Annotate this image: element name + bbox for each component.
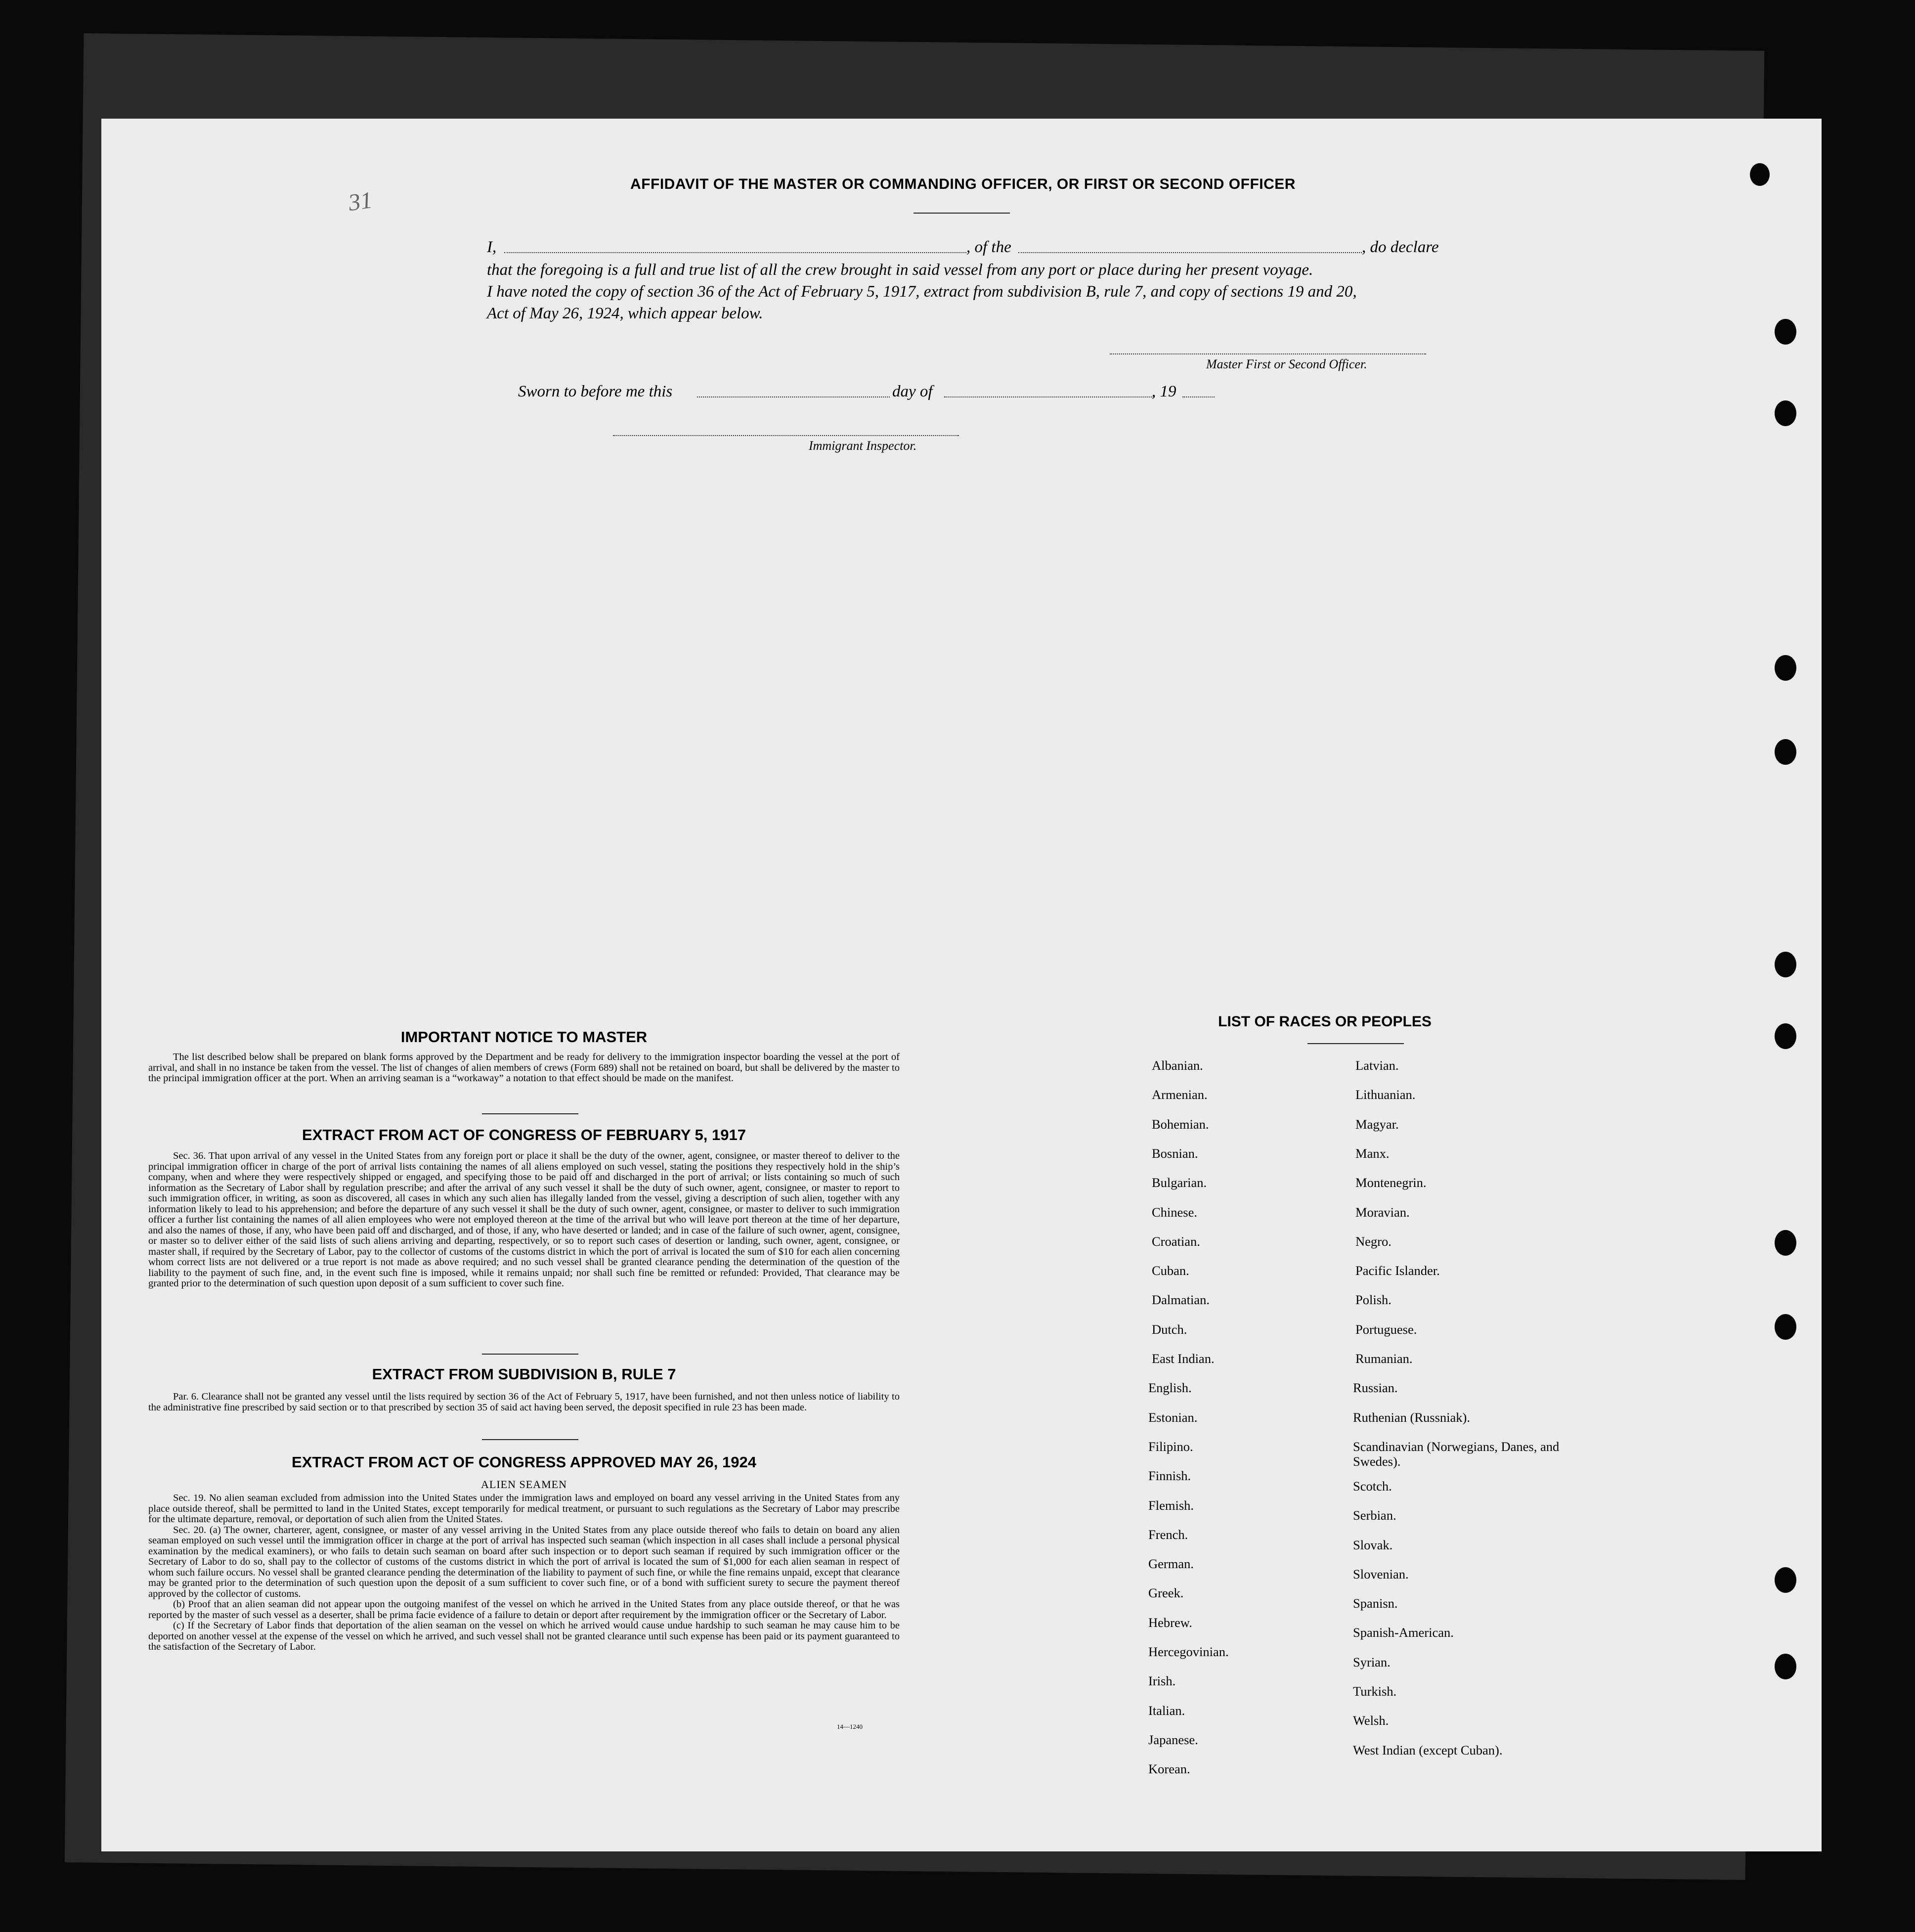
race-item: Spanish-American. bbox=[1353, 1625, 1454, 1640]
notice-paragraph: The list described below shall be prepared on blank forms approved by the Department and be ready for delivery to the immigration inspector boarding the vessel at the port of arrival, and shall in no instance be taken from the vessel. The list of changes of alien members of crews (Form 689) shall not be retained on board, but shall be delivered by the master to the principal immigration officer at the port. When an arriving seaman is a “workaway” a notation to that effect should be made on the manifest. bbox=[148, 1052, 900, 1084]
inspector-caption: Immigrant Inspector. bbox=[809, 439, 917, 453]
section-rule bbox=[482, 1354, 578, 1355]
binder-hole bbox=[1775, 1230, 1796, 1256]
sec-19-paragraph: Sec. 19. No alien seaman excluded from admission into the United States under the immigration laws and employed on board any vessel arriving in the United States from any place outside thereof, shall be permitted to land in the United States, except temporarily for medical treatment, or pursuant to such regulations as the Secretary of Labor may prescribe for the ultimate departure, removal, or deportation of such alien from the United States. bbox=[148, 1493, 900, 1525]
binder-hole bbox=[1750, 163, 1770, 186]
race-item: Magyar. bbox=[1355, 1116, 1399, 1132]
binder-hole bbox=[1775, 739, 1796, 765]
race-item: Estonian. bbox=[1148, 1409, 1198, 1425]
race-item: Dalmatian. bbox=[1152, 1292, 1210, 1308]
day-of-label: day of bbox=[892, 383, 933, 400]
race-item: Rumanian. bbox=[1355, 1351, 1413, 1366]
race-item: Bulgarian. bbox=[1152, 1175, 1207, 1190]
act-1917-text bbox=[148, 1151, 900, 1289]
binder-hole bbox=[1775, 400, 1796, 426]
act-1924-title: EXTRACT FROM ACT OF CONGRESS APPROVED MAY 26, 1924 bbox=[292, 1453, 756, 1471]
binder-hole bbox=[1775, 1567, 1796, 1593]
sec-20c-paragraph: (c) If the Secretary of Labor finds that deportation of the alien seaman on the vessel on which he arrived would cause undue hardship to such seaman he may cause him to be deported on another vessel at the expense of the vessel on which he arrived, and such vessel shall not be granted clearance until such expense has been paid or its payment guaranteed to the satisfaction of the Secretary of Labor. bbox=[148, 1620, 900, 1652]
binder-hole bbox=[1775, 319, 1796, 345]
act-1924-subtitle: ALIEN SEAMEN bbox=[481, 1478, 567, 1491]
rule-7-paragraph: Par. 6. Clearance shall not be granted any vessel until the lists required by section 36 of the Act of February 5, 1917, have been furnished, and not then unless notice of liability to the administrative fine prescribed by said section or to that prescribed by section 35 of said act having been served, the deposit specified in rule 23 has been made. bbox=[148, 1391, 900, 1413]
margin-mark: 31 bbox=[347, 186, 374, 217]
affidavit-of-the: , of the bbox=[966, 238, 1011, 256]
race-item: Bosnian. bbox=[1152, 1145, 1198, 1161]
notice-title: IMPORTANT NOTICE TO MASTER bbox=[400, 1028, 648, 1046]
title-rule bbox=[914, 213, 1010, 214]
races-title: LIST OF RACES OR PEOPLES bbox=[1218, 1013, 1432, 1030]
race-item: Moravian. bbox=[1355, 1204, 1410, 1220]
race-item: Slovenian. bbox=[1353, 1566, 1409, 1581]
race-item: Lithuanian. bbox=[1355, 1087, 1416, 1102]
form-number: 14—1240 bbox=[837, 1723, 863, 1730]
affidavit-do-declare: , do declare bbox=[1362, 238, 1439, 256]
signature-caption: Master First or Second Officer. bbox=[1206, 357, 1367, 371]
race-item: Bohemian. bbox=[1152, 1116, 1209, 1132]
race-item: Turkish. bbox=[1353, 1684, 1397, 1699]
name-blank[interactable] bbox=[504, 252, 966, 253]
sec-20b-paragraph: (b) Proof that an alien seaman did not appear upon the outgoing manifest of the vessel on which he arrived in the United States from any place outside thereof, or that he was reported by the master of such vessel as a deserter, shall be prima facie evidence of a failure to detain or deport after requirement by the immigration officer or the Secretary of Labor. bbox=[148, 1599, 900, 1621]
race-item: French. bbox=[1148, 1527, 1188, 1542]
race-item: Portuguese. bbox=[1355, 1321, 1417, 1337]
race-item: Syrian. bbox=[1353, 1654, 1391, 1669]
race-item: Croatian. bbox=[1152, 1233, 1200, 1249]
race-item: Manx. bbox=[1355, 1145, 1390, 1161]
race-item: Serbian. bbox=[1353, 1508, 1396, 1523]
race-item: Latvian. bbox=[1355, 1058, 1399, 1073]
race-item: West Indian (except Cuban). bbox=[1353, 1742, 1503, 1757]
race-item: Russian. bbox=[1353, 1380, 1398, 1396]
race-item: Flemish. bbox=[1148, 1497, 1194, 1513]
year-prefix: , 19 bbox=[1152, 383, 1176, 400]
affidavit-line-2: I have noted the copy of section 36 of the Act of February 5, 1917, extract from subdivision B, rule 7, and copy of sections 19 and 20, bbox=[487, 283, 1357, 301]
act-1917-title: EXTRACT FROM ACT OF CONGRESS OF FEBRUARY 5, 1917 bbox=[302, 1126, 746, 1143]
race-item: Irish. bbox=[1148, 1673, 1176, 1689]
affidavit-title: AFFIDAVIT OF THE MASTER OR COMMANDING OFFICER, OR FIRST OR SECOND OFFICER bbox=[630, 176, 1296, 192]
race-item: Negro. bbox=[1355, 1233, 1392, 1249]
race-item: Pacific Islander. bbox=[1355, 1263, 1440, 1278]
race-item: English. bbox=[1148, 1380, 1192, 1396]
rule-7-text bbox=[148, 1392, 900, 1413]
sec-20a-paragraph: Sec. 20. (a) The owner, charterer, agent, consignee, or master of any vessel arriving in the United States from any place outside thereof who fails to detain on board any alien seaman employed on such vessel until the immigration officer in charge at the port of arrival has inspected such seaman (which inspection in all cases shall include a personal physical examination by the medical examiners), or who fails to detain such seaman on board after such inspection or to deport such seaman if required by such immigration officer or the Secretary of Labor to do so, shall pay to the collector of customs of the customs district in which the port of arrival is located the sum of $1,000 for each alien seaman in respect of whom such failure occurs. No vessel shall be granted clearance pending the determination of the liability to payment of such fine, or while the fine remains unpaid, except that clearance may be granted prior to the determination of such question upon the deposit of a sum sufficient to cover such fine, or of a bond with sufficient surety to secure the payment thereof approved by the collector of customs. bbox=[148, 1524, 900, 1599]
race-item: Welsh. bbox=[1353, 1713, 1389, 1728]
race-item: Montenegrin. bbox=[1355, 1175, 1427, 1190]
race-item: Spanisn. bbox=[1353, 1596, 1398, 1611]
race-item: Polish. bbox=[1355, 1292, 1392, 1308]
sworn-month-blank[interactable] bbox=[944, 396, 1154, 397]
signature-blank[interactable] bbox=[1110, 353, 1426, 354]
races-rule bbox=[1307, 1043, 1404, 1044]
affidavit-line-3: Act of May 26, 1924, which appear below. bbox=[487, 305, 763, 322]
race-item: Slovak. bbox=[1353, 1537, 1393, 1552]
race-item: Hercegovinian. bbox=[1148, 1644, 1229, 1659]
race-item: Ruthenian (Russniak). bbox=[1353, 1409, 1470, 1425]
inspector-signature-blank[interactable] bbox=[613, 435, 959, 436]
race-item: Dutch. bbox=[1152, 1321, 1187, 1337]
vessel-blank[interactable] bbox=[1018, 252, 1362, 253]
race-item: Chinese. bbox=[1152, 1204, 1197, 1220]
race-item: Finnish. bbox=[1148, 1468, 1191, 1484]
section-rule bbox=[482, 1113, 578, 1114]
binder-hole bbox=[1775, 1654, 1796, 1679]
sworn-label: Sworn to before me this bbox=[518, 383, 673, 400]
race-item: Japanese. bbox=[1148, 1732, 1198, 1747]
binder-hole bbox=[1775, 655, 1796, 681]
race-item: Albanian. bbox=[1152, 1058, 1203, 1073]
race-item: Greek. bbox=[1148, 1585, 1184, 1601]
race-item: German. bbox=[1148, 1556, 1194, 1572]
rule-7-title: EXTRACT FROM SUBDIVISION B, RULE 7 bbox=[372, 1365, 676, 1383]
race-item: Scotch. bbox=[1353, 1478, 1392, 1493]
race-item: East Indian. bbox=[1152, 1351, 1215, 1366]
section-rule bbox=[482, 1439, 578, 1440]
race-item: Scandinavian (Norwegians, Danes, and Swedes). bbox=[1353, 1439, 1560, 1469]
race-item: Filipino. bbox=[1148, 1439, 1193, 1454]
race-item: Italian. bbox=[1148, 1703, 1185, 1718]
race-item: Cuban. bbox=[1152, 1263, 1189, 1278]
race-item: Hebrew. bbox=[1148, 1615, 1192, 1630]
race-item: Korean. bbox=[1148, 1761, 1190, 1777]
sworn-day-blank[interactable] bbox=[697, 396, 890, 397]
act-1917-paragraph: Sec. 36. That upon arrival of any vessel in the United States from any foreign port or place it shall be the duty of the owner, agent, consignee, or master thereof to deliver to the principal immigration officer in charge of the port of arrival lists containing the names of all aliens employed on such vessel, stating the positions they respectively hold in the ship’s company, when and where they were respectively shipped or engaged, and specifying those to be paid off and discharged in the port of arrival; or lists containing so much of such information as the Secretary of Labor shall by regulation prescribe; and after the arrival of any such vessel it shall be the duty of such owner, agent, consignee, or master to report to such immigration officer, in writing, as soon as discovered, all cases in which any such alien has illegally landed from the vessel, giving a description of such alien, together with any information likely to lead to his apprehension; and before the departure of any such vessel it shall be the duty of such owner, agent, consignee, or master to deliver to such immigration officer a further list containing the names of all alien employees who were not employed thereon at the time of the arrival but who will leave port thereon at the time of her departure, and also the names of those, if any, who have been paid off and discharged, and of those, if any, who have deserted or landed; and in case of the failure of such owner, agent, consignee, or master so to deliver either of the said lists of such aliens arriving and departing, respectively, or so to report such cases of desertion or landing, such owner, agent, consignee, or master shall, if required by the Secretary of Labor, pay to the collector of customs of the customs district in which the port of arrival is located the sum of $10 for each alien concerning whom correct lists are not delivered or a true report is not made as above required; and no such vessel shall be granted clearance pending the determination of the question of the liability to the payment of such fine, and, in the event such fine is imposed, while it remains unpaid; nor shall such fine be remitted or refunded: Provided, That clearance may be granted prior to the determination of such question upon deposit of a sum sufficient to cover such fine. bbox=[148, 1150, 900, 1289]
act-1924-text bbox=[148, 1493, 900, 1653]
affidavit-line-1: that the foregoing is a full and true list of all the crew brought in said vessel from any port or place during her present voyage. bbox=[487, 261, 1313, 279]
notice-text bbox=[148, 1052, 900, 1084]
sworn-year-blank[interactable] bbox=[1182, 396, 1215, 397]
binder-hole bbox=[1775, 1314, 1796, 1340]
affidavit-i-label: I, bbox=[487, 238, 497, 256]
race-item: Armenian. bbox=[1152, 1087, 1208, 1102]
binder-hole bbox=[1775, 952, 1796, 977]
binder-hole bbox=[1775, 1023, 1796, 1049]
